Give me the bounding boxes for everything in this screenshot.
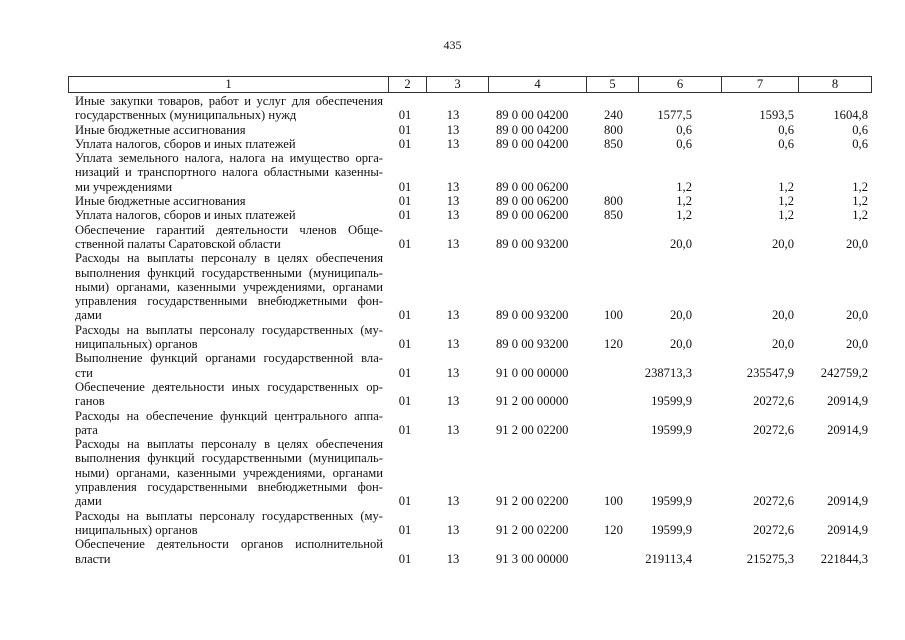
row-description [75,537,383,566]
header-col-7: 7 [721,77,798,92]
cell-col-3: 13 [446,365,460,380]
description-line: Расходы на выплаты персоналу государственных (му- [75,322,383,337]
cell-col-3: 13 [446,522,460,537]
description-line: дами [75,494,102,509]
description-line: Иные закупки товаров, работ и услуг для обеспечения [75,94,383,108]
cell-col-7: 1,2 [778,194,794,209]
description-line: Обеспечение деятельности иных государственных ор- [75,379,383,394]
cell-col-8: 20914,9 [827,394,868,409]
description-line: рата [75,422,98,437]
table-row [0,151,905,194]
cell-col-5: 100 [604,308,623,323]
cell-col-3: 13 [446,194,460,209]
cell-col-2: 01 [398,394,412,409]
cell-col-8: 20914,9 [827,522,868,537]
cell-col-4: 91 2 00 02200 [496,422,569,437]
description-line: власти [75,551,111,566]
cell-col-7: 20272,6 [753,522,794,537]
description-line: Иные бюджетные ассигнования [75,194,246,209]
cell-col-2: 01 [398,551,412,566]
cell-col-6: 19599,9 [651,394,692,409]
cell-col-4: 91 2 00 02200 [496,522,569,537]
cell-col-3: 13 [446,108,460,123]
cell-col-5: 120 [604,337,623,352]
description-line: Расходы на обеспечение функций центрального аппа- [75,408,383,423]
cell-col-7: 20272,6 [753,494,794,509]
cell-col-5: 800 [604,122,623,137]
cell-col-6: 1,2 [676,194,692,209]
row-description [75,208,383,222]
cell-col-8: 1,2 [852,194,868,209]
cell-col-3: 13 [446,122,460,137]
description-line: Обеспечение деятельности органов исполнительной [75,537,383,552]
cell-col-2: 01 [398,179,412,194]
cell-col-7: 20272,6 [753,394,794,409]
cell-col-7: 235547,9 [746,365,794,380]
description-line: Расходы на выплаты персоналу в целях обеспечения [75,437,383,452]
cell-col-7: 215275,3 [746,551,794,566]
cell-col-3: 13 [446,394,460,409]
cell-col-2: 01 [398,337,412,352]
cell-col-6: 238713,3 [644,365,692,380]
description-line: Иные бюджетные ассигнования [75,122,246,137]
description-line: низаций и транспортного налога областными казенны- [75,165,383,180]
description-line: Уплата налогов, сборов и иных платежей [75,208,296,223]
table-row [0,509,905,538]
cell-col-2: 01 [398,308,412,323]
row-description [75,194,383,208]
cell-col-5: 120 [604,522,623,537]
description-line: дами [75,308,102,323]
table-row [0,323,905,352]
cell-col-4: 89 0 00 04200 [496,108,569,123]
cell-col-4: 91 0 00 00000 [496,365,569,380]
row-description [75,409,383,438]
cell-col-2: 01 [398,422,412,437]
cell-col-3: 13 [446,208,460,223]
cell-col-6: 1,2 [676,179,692,194]
description-line: ганов [75,394,105,409]
description-line: сти [75,365,93,380]
row-description [75,137,383,151]
description-line: Уплата налогов, сборов и иных платежей [75,136,296,151]
row-description [75,151,383,194]
cell-col-3: 13 [446,308,460,323]
cell-col-3: 13 [446,551,460,566]
description-line: ниципальных) органов [75,337,198,352]
description-line: государственных (муниципальных) нужд [75,108,297,123]
cell-col-4: 89 0 00 04200 [496,136,569,151]
cell-col-6: 19599,9 [651,494,692,509]
header-col-2: 2 [388,77,426,92]
cell-col-6: 0,6 [676,122,692,137]
cell-col-6: 20,0 [669,308,692,323]
cell-col-4: 91 3 00 00000 [496,551,569,566]
cell-col-3: 13 [446,179,460,194]
cell-col-4: 89 0 00 93200 [496,236,569,251]
table-row [0,251,905,322]
cell-col-6: 219113,4 [645,551,692,566]
cell-col-4: 89 0 00 04200 [496,122,569,137]
cell-col-2: 01 [398,208,412,223]
cell-col-7: 20,0 [771,236,794,251]
cell-col-2: 01 [398,522,412,537]
cell-col-8: 221844,3 [820,551,868,566]
header-col-8: 8 [798,77,871,92]
table-row [0,351,905,380]
header-col-5: 5 [586,77,638,92]
cell-col-6: 1,2 [676,208,692,223]
cell-col-8: 1604,8 [833,108,868,123]
description-line: Обеспечение гарантий деятельности членов Обще- [75,222,383,237]
cell-col-4: 89 0 00 06200 [496,179,569,194]
cell-col-2: 01 [398,494,412,509]
row-description [75,351,383,380]
cell-col-3: 13 [446,236,460,251]
description-line: ниципальных) органов [75,522,198,537]
cell-col-3: 13 [446,422,460,437]
cell-col-5: 850 [604,136,623,151]
header-col-6: 6 [638,77,721,92]
cell-col-8: 20914,9 [827,494,868,509]
description-line: управления государственными внебюджетными фон- [75,480,383,495]
table-row [0,123,905,137]
description-line: Выполнение функций органами государственной вла- [75,351,383,366]
cell-col-5: 850 [604,208,623,223]
table-row [0,194,905,208]
cell-col-4: 89 0 00 06200 [496,208,569,223]
cell-col-8: 20,0 [845,236,868,251]
row-description [75,223,383,252]
table-header [68,76,872,93]
cell-col-5: 240 [604,108,623,123]
cell-col-6: 20,0 [669,337,692,352]
description-line: ми учреждениями [75,179,173,194]
description-line: ными) органами, казенными учреждениями, органами [75,279,383,294]
cell-col-6: 0,6 [676,136,692,151]
cell-col-8: 1,2 [852,208,868,223]
cell-col-7: 1,2 [778,179,794,194]
page-number: 435 [443,38,462,52]
cell-col-5: 800 [604,194,623,209]
cell-col-2: 01 [398,194,412,209]
cell-col-8: 0,6 [852,136,868,151]
row-description [75,509,383,538]
cell-col-4: 89 0 00 06200 [496,194,569,209]
cell-col-8: 20,0 [845,337,868,352]
cell-col-2: 01 [398,236,412,251]
cell-col-7: 0,6 [778,136,794,151]
table-row [0,380,905,409]
row-description [75,323,383,352]
cell-col-8: 20,0 [845,308,868,323]
table-row [0,208,905,222]
row-description [75,437,383,508]
table-body [0,94,905,566]
description-line: выполнения функций государственными (муниципаль- [75,265,383,280]
header-col-1: 1 [225,77,232,91]
row-description [75,380,383,409]
cell-col-8: 20914,9 [827,422,868,437]
cell-col-3: 13 [446,136,460,151]
cell-col-2: 01 [398,136,412,151]
cell-col-2: 01 [398,108,412,123]
description-line: Расходы на выплаты персоналу государственных (му- [75,508,383,523]
cell-col-6: 19599,9 [651,522,692,537]
header-col-4: 4 [488,77,586,92]
description-line: выполнения функций государственными (муниципаль- [75,451,383,466]
cell-col-4: 89 0 00 93200 [496,308,569,323]
cell-col-7: 1593,5 [759,108,794,123]
cell-col-7: 20272,6 [753,422,794,437]
cell-col-6: 19599,9 [651,422,692,437]
row-description [75,123,383,137]
cell-col-6: 1577,5 [657,108,692,123]
description-line: Уплата земельного налога, налога на имущество орга- [75,151,383,166]
table-row [0,409,905,438]
table-row [0,223,905,252]
table-row [0,137,905,151]
cell-col-7: 20,0 [771,337,794,352]
cell-col-3: 13 [446,337,460,352]
cell-col-8: 0,6 [852,122,868,137]
cell-col-3: 13 [446,494,460,509]
cell-col-6: 20,0 [669,236,692,251]
table-row [0,537,905,566]
description-line: управления государственными внебюджетными фон- [75,294,383,309]
cell-col-2: 01 [398,122,412,137]
table-row [0,94,905,123]
description-line: ными) органами, казенными учреждениями, органами [75,465,383,480]
cell-col-5: 100 [604,494,623,509]
cell-col-8: 242759,2 [820,365,868,380]
row-description [75,251,383,322]
description-line: Расходы на выплаты персоналу в целях обеспечения [75,251,383,266]
description-line: ственной палаты Саратовской области [75,236,281,251]
cell-col-7: 1,2 [778,208,794,223]
header-col-3: 3 [426,77,488,92]
cell-col-4: 91 2 00 02200 [496,494,569,509]
cell-col-4: 89 0 00 93200 [496,337,569,352]
cell-col-2: 01 [398,365,412,380]
cell-col-4: 91 2 00 00000 [496,394,569,409]
cell-col-8: 1,2 [852,179,868,194]
table-row [0,437,905,508]
cell-col-7: 0,6 [778,122,794,137]
row-description [75,94,383,123]
cell-col-7: 20,0 [771,308,794,323]
